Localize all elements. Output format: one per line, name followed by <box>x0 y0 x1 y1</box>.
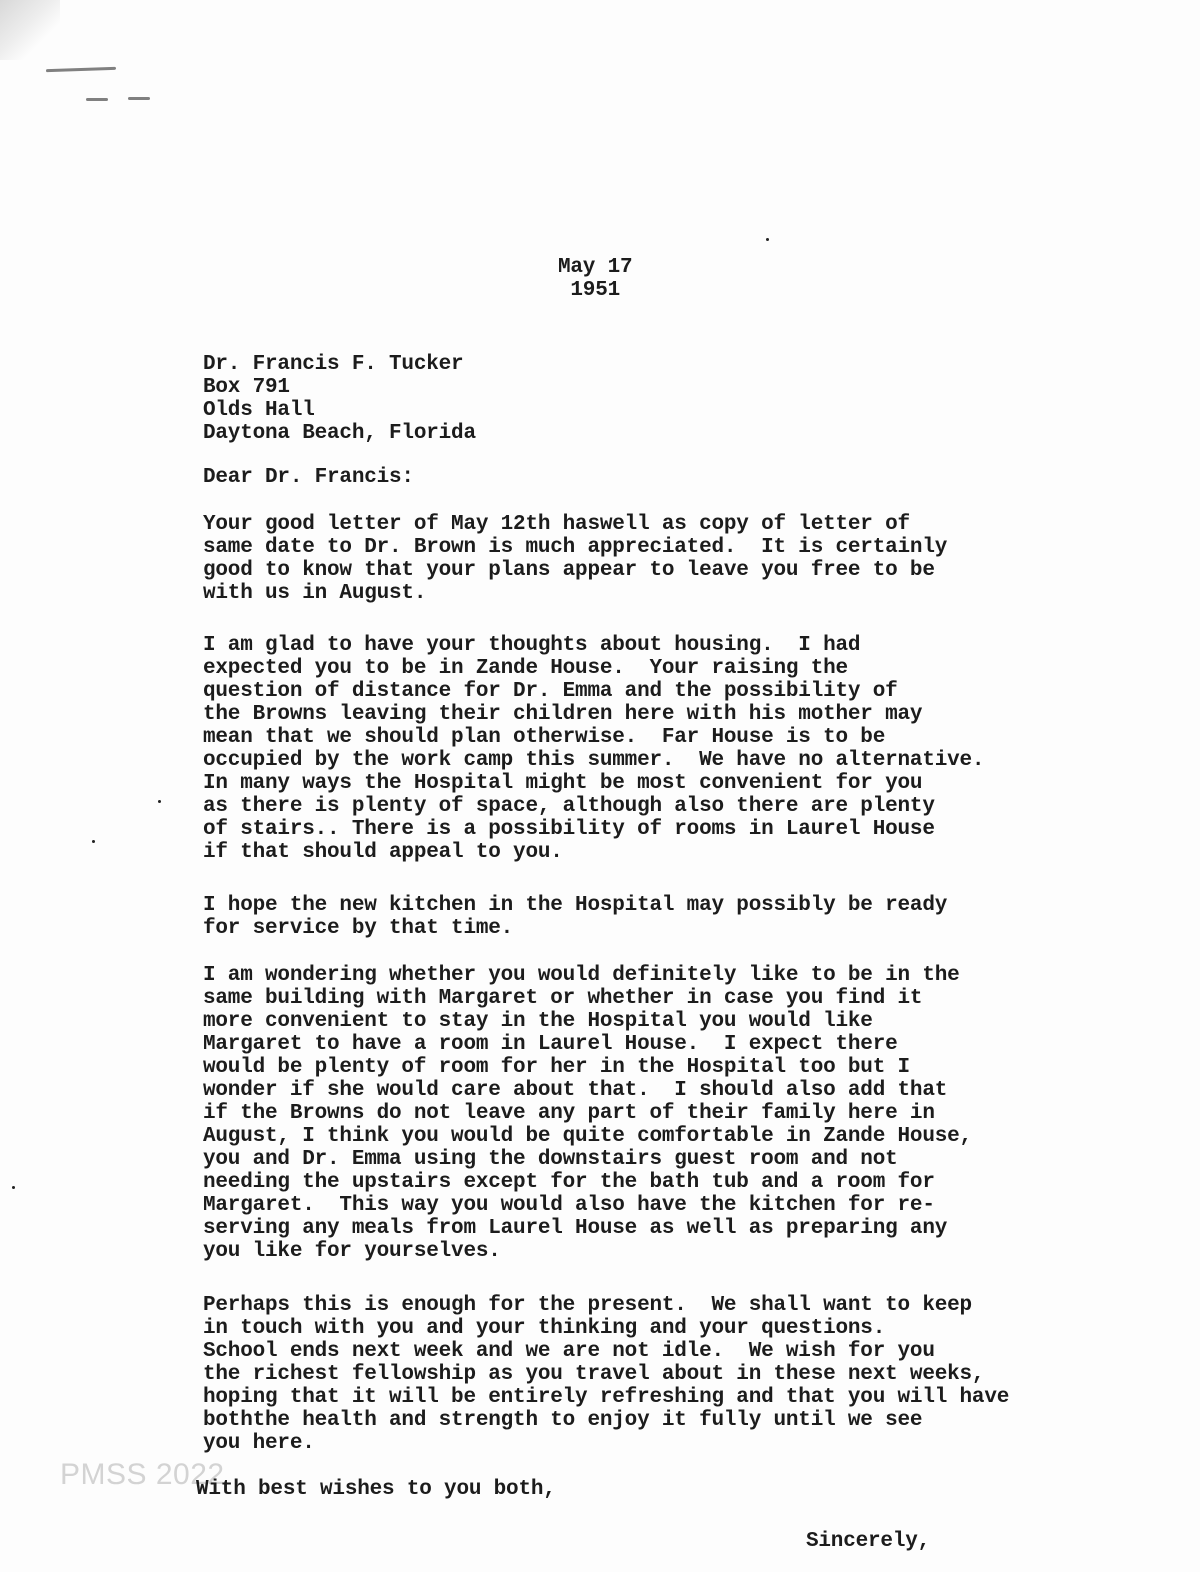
text-line: Your good letter of May 12th haswell as copy of letter of <box>203 513 910 536</box>
address-line: Daytona Beach, Florida <box>203 422 476 445</box>
text-line: you here. <box>203 1432 315 1455</box>
salutation: Dear Dr. Francis: <box>203 466 414 489</box>
speck <box>92 840 95 843</box>
closing-line: With best wishes to you both, <box>196 1478 556 1501</box>
text-line: needing the upstairs except for the bath tub and a room for <box>203 1171 935 1194</box>
paragraph-5 <box>203 1294 1009 1455</box>
paragraph-3 <box>203 894 947 940</box>
text-line: more convenient to stay in the Hospital you would like <box>203 1010 873 1033</box>
text-line: question of distance for Dr. Emma and the possibility of <box>203 680 898 703</box>
text-line: with us in August. <box>203 582 427 605</box>
signoff: Sincerely, <box>806 1530 931 1553</box>
text-line: would be plenty of room for her in the Hospital too but I <box>203 1056 910 1079</box>
archive-watermark: PMSS 2022 <box>60 1458 225 1491</box>
paragraph-4 <box>203 964 972 1263</box>
text-line: Margaret. This way you would also have the kitchen for re- <box>203 1194 935 1217</box>
text-line: hoping that it will be entirely refreshing and that you will have <box>203 1386 1010 1409</box>
text-line: serving any meals from Laurel House as well as preparing any <box>203 1217 948 1240</box>
speck <box>12 1186 15 1189</box>
speck <box>158 800 161 803</box>
letter-date <box>558 256 632 302</box>
text-line: in touch with you and your thinking and your questions. <box>203 1317 886 1340</box>
text-line: August, I think you would be quite comfortable in Zande House, <box>203 1125 972 1148</box>
margin-scratch <box>86 98 108 101</box>
text-line: I hope the new kitchen in the Hospital may possibly be ready <box>203 894 948 917</box>
address-line: Box 791 <box>203 376 290 399</box>
paragraph-2 <box>203 634 984 864</box>
address-line: Dr. Francis F. Tucker <box>203 353 464 376</box>
margin-scratch <box>46 67 116 72</box>
text-line: same date to Dr. Brown is much appreciated. It is certainly <box>203 536 948 559</box>
speck <box>766 238 769 241</box>
text-line: you like for yourselves. <box>203 1240 501 1263</box>
text-line: boththe health and strength to enjoy it fully until we see <box>203 1409 923 1432</box>
text-line: if that should appeal to you. <box>203 841 563 864</box>
text-line: same building with Margaret or whether in case you find it <box>203 987 923 1010</box>
text-line: the richest fellowship as you travel about in these next weeks, <box>203 1363 985 1386</box>
margin-scratch <box>128 97 150 100</box>
text-line: expected you to be in Zande House. Your raising the <box>203 657 848 680</box>
text-line: of stairs.. There is a possibility of rooms in Laurel House <box>203 818 935 841</box>
text-line: if the Browns do not leave any part of their family here in <box>203 1102 935 1125</box>
text-line: School ends next week and we are not idle. We wish for you <box>203 1340 935 1363</box>
text-line: Margaret to have a room in Laurel House. I expect there <box>203 1033 898 1056</box>
date-month-day: May 17 <box>558 256 633 279</box>
text-line: In many ways the Hospital might be most convenient for you <box>203 772 923 795</box>
text-line: you and Dr. Emma using the downstairs guest room and not <box>203 1148 898 1171</box>
recipient-address <box>203 353 476 445</box>
text-line: occupied by the work camp this summer. We have no alternative. <box>203 749 985 772</box>
text-line: for service by that time. <box>203 917 514 940</box>
date-year: 1951 <box>570 279 621 302</box>
text-line: mean that we should plan otherwise. Far House is to be <box>203 726 886 749</box>
text-line: Perhaps this is enough for the present. We shall want to keep <box>203 1294 972 1317</box>
text-line: the Browns leaving their children here with his mother may <box>203 703 923 726</box>
text-line: wonder if she would care about that. I should also add that <box>203 1079 948 1102</box>
text-line: I am glad to have your thoughts about housing. I had <box>203 634 861 657</box>
page-corner-fold <box>0 0 60 60</box>
paragraph-1 <box>203 513 947 605</box>
address-line: Olds Hall <box>203 399 315 422</box>
text-line: as there is plenty of space, although also there are plenty <box>203 795 935 818</box>
text-line: good to know that your plans appear to leave you free to be <box>203 559 935 582</box>
text-line: I am wondering whether you would definitely like to be in the <box>203 964 960 987</box>
